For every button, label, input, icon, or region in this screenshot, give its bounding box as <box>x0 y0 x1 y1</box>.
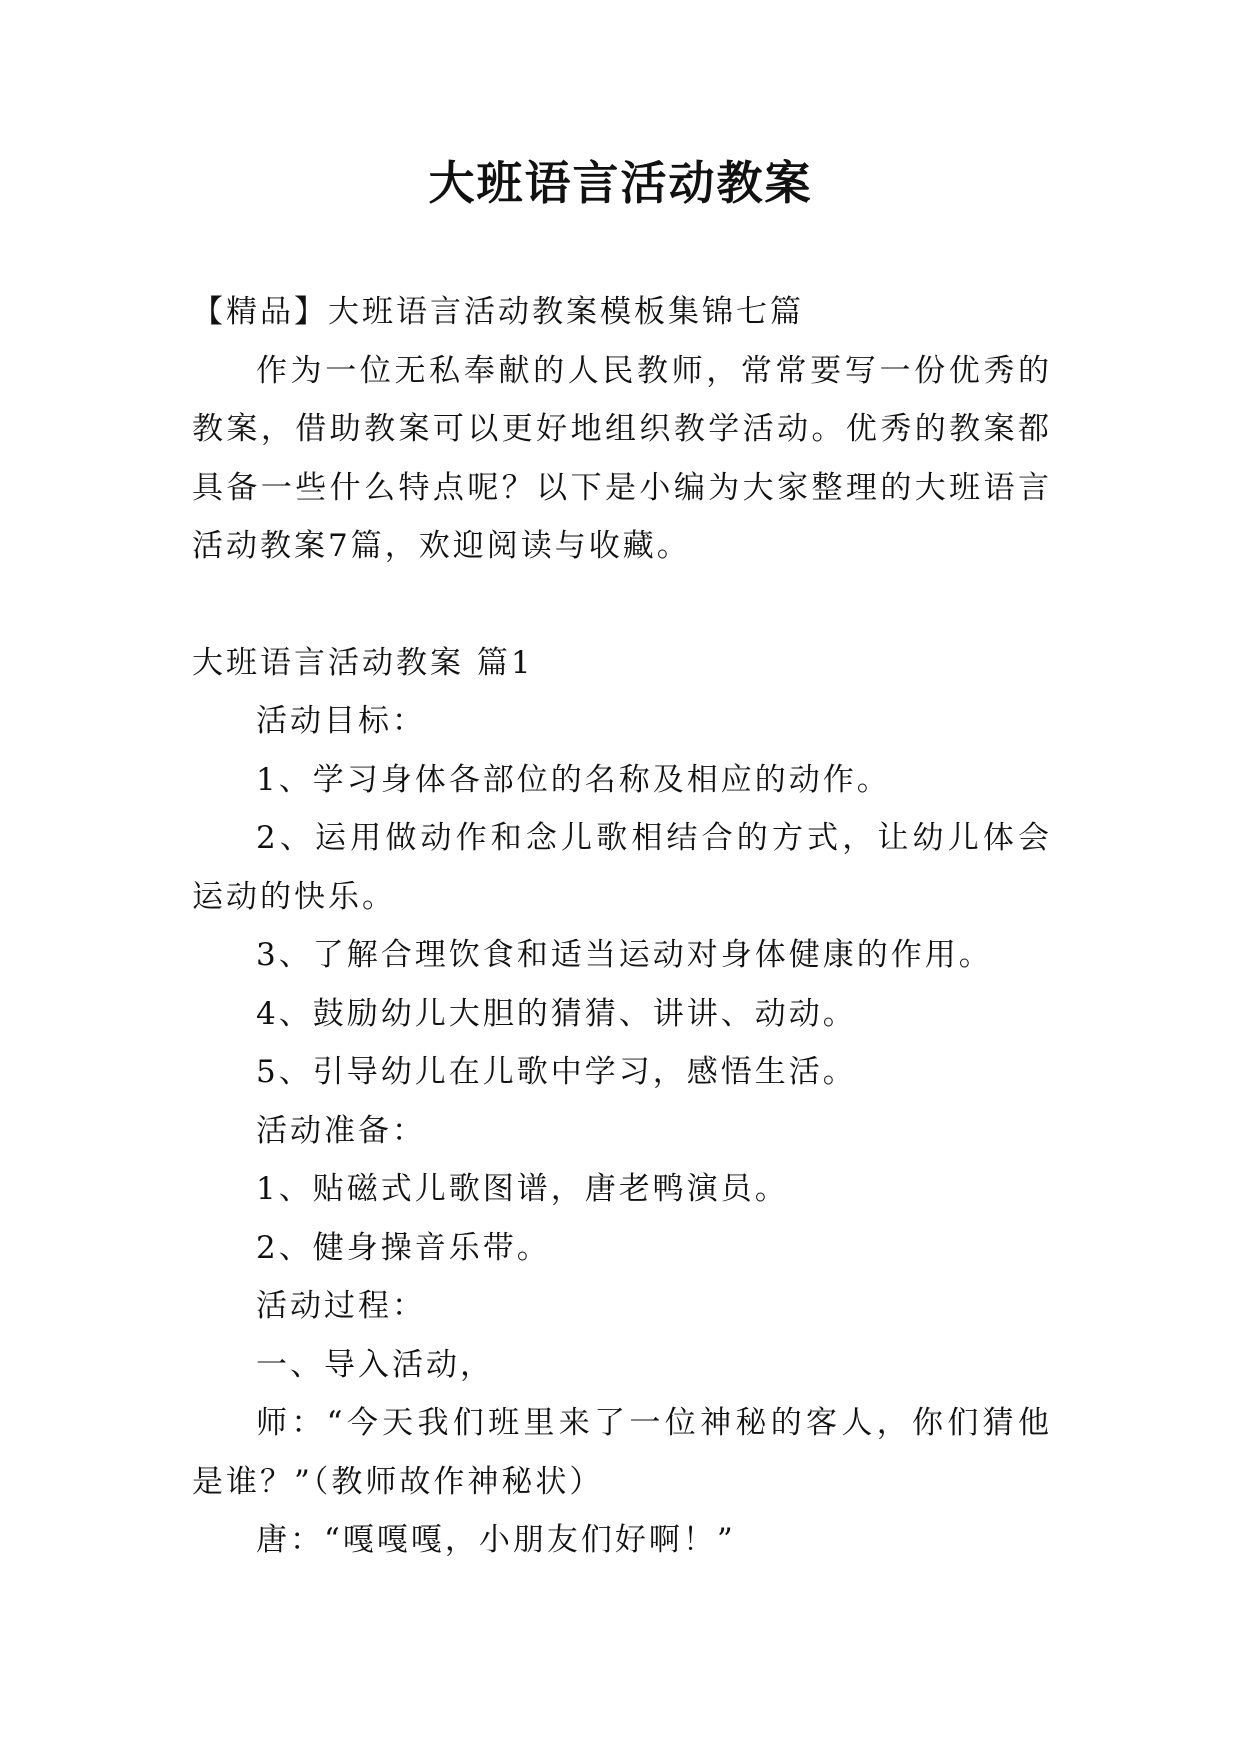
intro-paragraph: 作为一位无私奉献的人民教师，常常要写一份优秀的教案，借助教案可以更好地组织教学活动。优秀的教案都具备一些什么特点呢？以下是小编为大家整理的大班语言活动教案7篇，欢迎阅读与收藏。 <box>192 352 1052 564</box>
goal-item: 4、鼓励幼儿大胆的猜猜、讲讲、动动。 <box>256 995 857 1032</box>
goal-item: 2、运用做动作和念儿歌相结合的方式，让幼儿体会运动的快乐。 <box>192 820 1052 915</box>
preparation-heading: 活动准备： <box>256 1112 426 1149</box>
paragraph-gap <box>192 576 1052 634</box>
goal-item: 5、引导幼儿在儿歌中学习，感悟生活。 <box>256 1054 857 1090</box>
preparation-item: 2、健身操音乐带。 <box>256 1229 551 1266</box>
goal-item: 1、学习身体各部位的名称及相应的动作。 <box>256 761 891 798</box>
process-step: 一、导入活动， <box>256 1346 494 1383</box>
subtitle-line: 【精品】大班语言活动教案模板集锦七篇 <box>192 294 804 330</box>
document-body <box>192 283 1052 1570</box>
preparation-item: 1、贴磁式儿歌图谱，唐老鸭演员。 <box>256 1171 789 1207</box>
activity-goals-heading: 活动目标： <box>256 703 426 739</box>
dialogue-line: 师：“今天我们班里来了一位神秘的客人，你们猜他是谁？”（教师故作神秘状） <box>192 1405 1052 1500</box>
section-heading: 大班语言活动教案 篇1 <box>192 644 534 681</box>
dialogue-line: 唐：“嘎嘎嘎，小朋友们好啊！” <box>256 1522 736 1558</box>
goal-item: 3、了解合理饮食和适当运动对身体健康的作用。 <box>256 937 993 973</box>
document-title: 大班语言活动教案 <box>428 156 813 210</box>
process-heading: 活动过程： <box>256 1288 426 1324</box>
